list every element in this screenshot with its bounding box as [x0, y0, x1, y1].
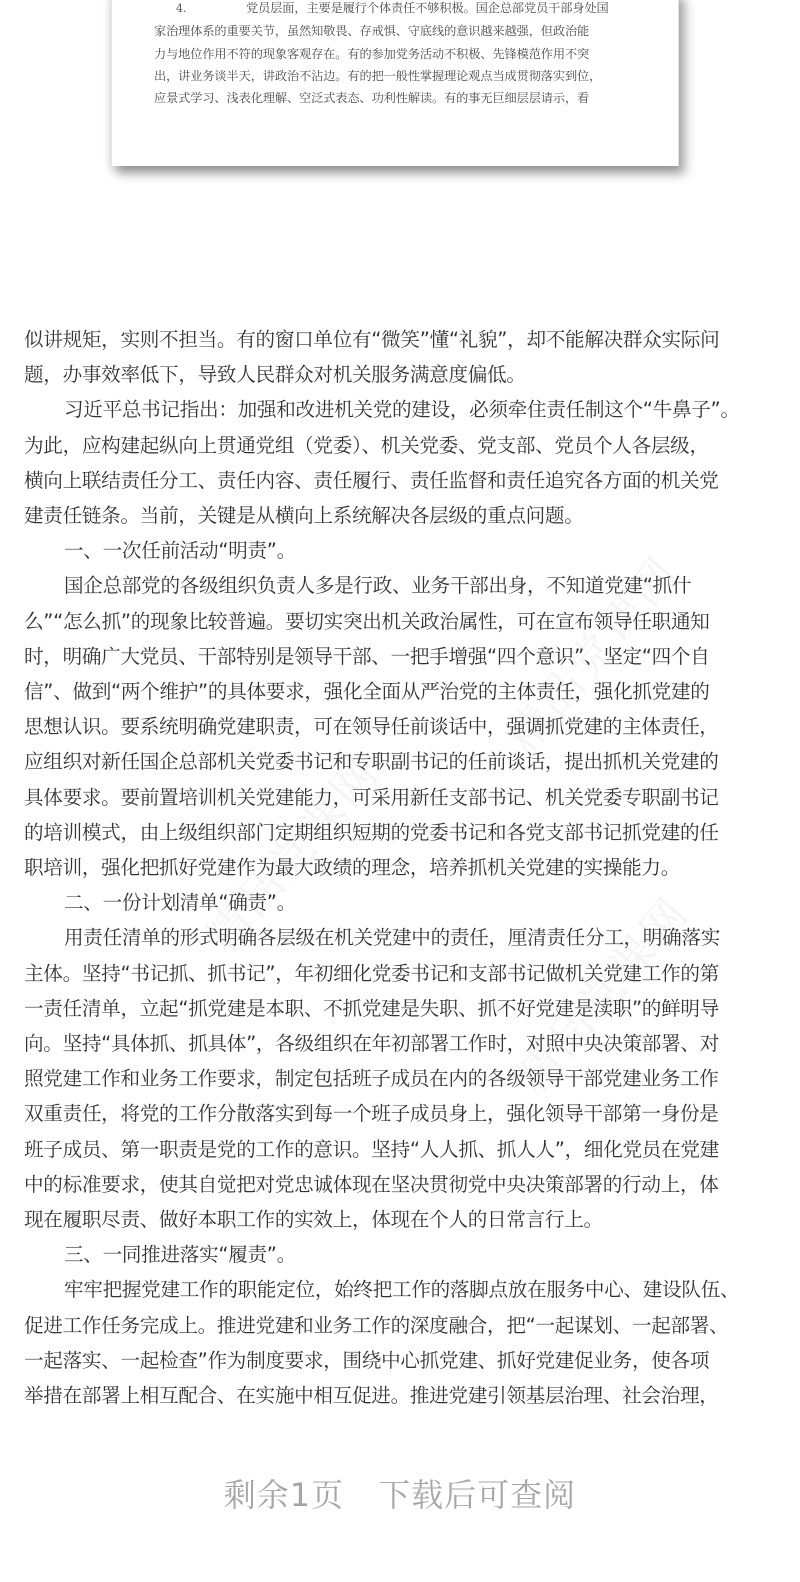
preview-page-text — [154, 0, 654, 109]
paragraph-line: 么”“怎么抓”的现象比较普遍。要切实突出机关政治属性，可在宣布领导任职通知 — [24, 609, 710, 633]
previous-page-preview — [111, 0, 679, 166]
paragraph-line: 建责任链条。当前，关键是从横向上系统解决各层级的重点问题。 — [24, 504, 584, 528]
paragraph-line: 双重责任，将党的工作分散落实到每一个班子成员身上，强化领导干部第一身份是 — [24, 1102, 719, 1126]
section-heading: 二、一份计划清单“确责”。 — [64, 891, 296, 915]
remaining-pages-label: 剩余1页 — [223, 1476, 345, 1514]
paragraph-line: 横向上联结责任分工、责任内容、责任履行、责任监督和责任追究各方面的机关党 — [24, 468, 719, 492]
paragraph-line: 主体。坚持“书记抓、抓书记”，年初细化党委书记和支部书记做机关党建工作的第 — [24, 961, 719, 985]
paragraph-line: 一起落实、一起检查”作为制度要求，围绕中心抓党建、抓好党建促业务，使各项 — [24, 1348, 710, 1372]
list-number: 4. — [176, 2, 187, 15]
preview-line: 4. 党员层面，主要是履行个体责任不够积极。国企总部党员干部身处国 — [154, 0, 654, 20]
paragraph-line: 国企总部党的各级组织负责人多是行政、业务干部出身，不知道党建“抓什 — [64, 574, 692, 598]
download-to-read-more[interactable] — [0, 1470, 800, 1516]
paragraph-line: 职培训，强化把抓好党建作为最大政绩的理念，培养抓机关党建的实操能力。 — [24, 856, 680, 880]
paragraph-line: 信”、做到“两个维护”的具体要求，强化全面从严治党的主体责任，强化抓党建的 — [24, 680, 710, 704]
paragraph-line: 为此，应构建起纵向上贯通党组（党委）、机关党委、党支部、党员个人各层级， — [24, 433, 709, 457]
paragraph-line: 习近平总书记指出：加强和改进机关党的建设，必须牵住责任制这个“牛鼻子”。 — [64, 398, 740, 422]
paragraph-line: 举措在部署上相互配合、在实施中相互促进。推进党建引领基层治理、社会治理， — [24, 1384, 719, 1408]
document-body — [24, 322, 794, 1413]
paragraph-line: 似讲规矩，实则不担当。有的窗口单位有“微笑”懂“礼貌”，却不能解决群众实际问 — [24, 328, 720, 351]
download-hint-label: 下载后可查阅 — [378, 1476, 577, 1514]
preview-line: 力与地位作用不符的现象客观存在。有的参加党务活动不积极、先锋模范作用不突 — [154, 46, 590, 61]
preview-line: 应景式学习、浅表化理解、空泛式表态、功利性解读。有的事无巨细层层请示，看 — [154, 91, 590, 106]
paragraph-line: 促进工作任务完成上。推进党建和业务工作的深度融合，把“一起谋划、一起部署、 — [24, 1313, 729, 1337]
preview-line: 出，讲业务谈半天，讲政治不沾边。有的把一般性掌握理论观点当成贯彻落实到位， — [154, 68, 602, 83]
paragraph-line: 思想认识。要系统明确党建职责，可在领导任前谈话中，强调抓党建的主体责任， — [24, 715, 719, 739]
paragraph-line: 应组织对新任国企总部机关党委书记和专职副书记的任前谈话，提出抓机关党建的 — [24, 750, 719, 774]
paragraph-line: 一责任清单，立起“抓党建是本职、不抓党建是失职、抓不好党建是渎职”的鲜明导 — [24, 996, 719, 1020]
paragraph-line: 具体要求。要前置培训机关党建能力，可采用新任支部书记、机关党委专职副书记 — [24, 785, 719, 809]
paragraph-line: 题，办事效率低下，导致人民群众对机关服务满意度偏低。 — [24, 363, 526, 387]
preview-line: 家治理体系的重要关节，虽然知敬畏、存戒惧、守底线的意识越来越强，但政治能 — [154, 24, 590, 39]
paragraph-line: 时，明确广大党员、干部特别是领导干部、一把手增强“四个意识”、坚定“四个自 — [24, 644, 710, 668]
section-heading: 一、一次任前活动“明责”。 — [64, 539, 296, 563]
paragraph-line: 中的标准要求，使其自觉把对党忠诚体现在坚决贯彻党中央决策部署的行动上，体 — [24, 1172, 719, 1196]
paragraph-line: 的培训模式，由上级组织部门定期组织短期的党委书记和各党支部书记抓党建的任 — [24, 820, 719, 844]
paragraph-line: 用责任清单的形式明确各层级在机关党建中的责任，厘清责任分工，明确落实 — [64, 926, 720, 950]
paragraph-line: 班子成员、第一职责是党的工作的意识。坚持“人人抓、抓人人”，细化党员在党建 — [24, 1137, 719, 1161]
paragraph-line: 现在履职尽责、做好本职工作的实效上，体现在个人的日常言行上。 — [24, 1208, 603, 1232]
paragraph-line: 向。坚持“具体抓、抓具体”，各级组织在年初部署工作时，对照中央决策部署、对 — [24, 1032, 719, 1056]
section-heading: 三、一同推进落实“履责”。 — [64, 1243, 296, 1267]
paragraph-line: 照党建工作和业务工作要求，制定包括班子成员在内的各级领导干部党建业务工作 — [24, 1067, 719, 1091]
paragraph-line: 牢牢把握党建工作的职能定位，始终把工作的落脚点放在服务中心、建设队伍、 — [64, 1278, 740, 1302]
